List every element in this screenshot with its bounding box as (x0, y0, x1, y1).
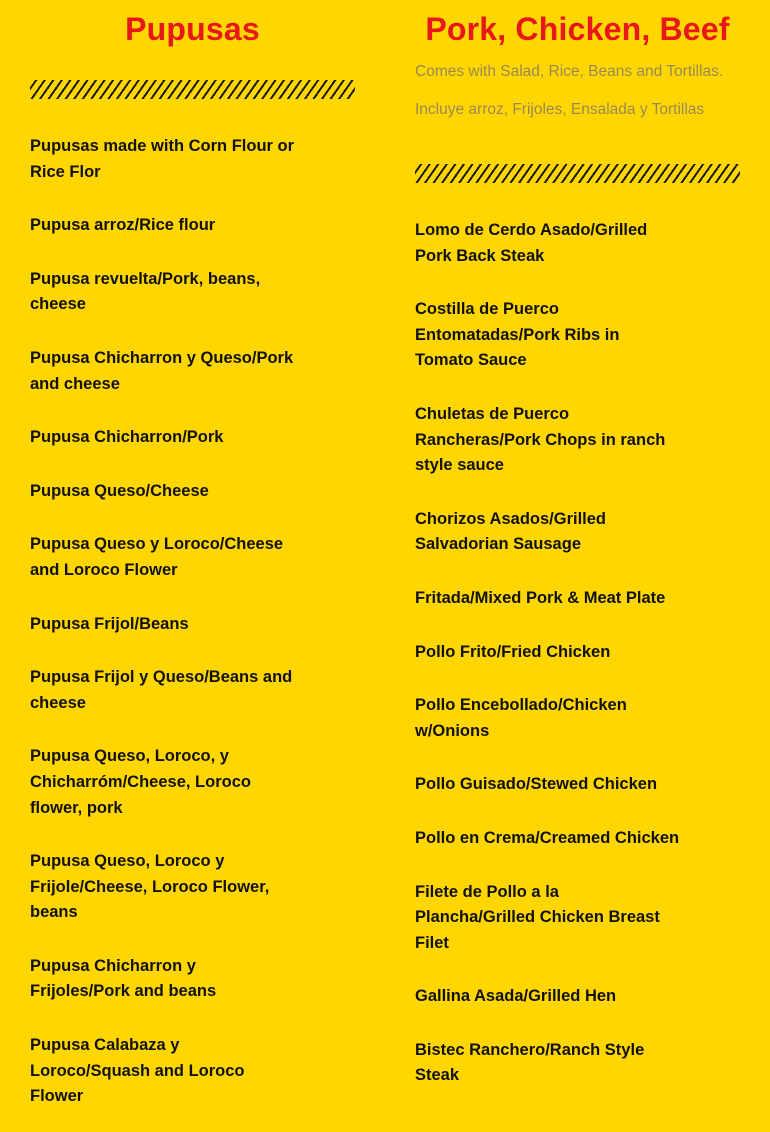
menu-item[interactable]: Pollo Guisado/Stewed Chicken (415, 775, 658, 794)
menu-item[interactable]: Pupusa revuelta/Pork, beans, cheese (30, 269, 261, 314)
menu-item[interactable]: Pupusa Chicharron/Pork (30, 428, 224, 447)
hatched-divider (30, 80, 355, 99)
pupusas-column (30, 0, 355, 1132)
menu-item[interactable]: Pupusas made with Corn Flour or Rice Flor (30, 137, 295, 181)
pupusas-heading: Pupusas (125, 11, 260, 47)
meats-menu-list (415, 218, 740, 1089)
hatched-divider (415, 164, 740, 183)
menu-item[interactable]: Bistec Ranchero/Ranch Style Steak (415, 1040, 645, 1085)
menu-item[interactable]: Pupusa Chicharron y Frijoles/Pork and beans (30, 956, 217, 1001)
menu-item[interactable]: Fritada/Mixed Pork & Meat Plate (415, 588, 666, 607)
menu-item[interactable]: Pupusa Calabaza y Loroco/Squash and Loroco Flower (30, 1036, 245, 1106)
menu-item[interactable]: Gallina Asada/Grilled Hen (415, 987, 617, 1006)
pupusas-menu-list (30, 134, 355, 1110)
menu-item[interactable]: Costilla de Puerco Entomatadas/Pork Ribs in Tomato Sauce (415, 300, 620, 370)
menu-item[interactable]: Pupusa Frijol/Beans (30, 614, 189, 633)
menu-item[interactable]: Pupusa arroz/Rice flour (30, 216, 216, 235)
menu-item[interactable]: Pupusa Queso, Loroco, y Chicharróm/Cheese, Loroco flower, pork (30, 747, 251, 817)
menu-item[interactable]: Chorizos Asados/Grilled Salvadorian Sausage (415, 509, 607, 554)
meats-heading: Pork, Chicken, Beef (425, 11, 730, 47)
meats-column (415, 0, 740, 1132)
menu-item[interactable]: Filete de Pollo a la Plancha/Grilled Chicken Breast Filet (415, 882, 660, 952)
sides-note-spanish: Incluye arroz, Frijoles, Ensalada y Tortillas (415, 101, 705, 118)
menu-item[interactable]: Pupusa Chicharron y Queso/Pork and cheese (30, 348, 294, 393)
menu-item[interactable]: Pupusa Queso, Loroco y Frijole/Cheese, Loroco Flower, beans (30, 852, 270, 922)
menu-item[interactable]: Pupusa Queso/Cheese (30, 481, 209, 500)
menu-item[interactable]: Pupusa Queso y Loroco/Cheese and Loroco Flower (30, 535, 284, 579)
menu-item[interactable]: Pollo Frito/Fried Chicken (415, 642, 611, 661)
menu-item[interactable]: Chuletas de Puerco Rancheras/Pork Chops in ranch style sauce (415, 404, 666, 475)
menu-item[interactable]: Pollo Encebollado/Chicken w/Onions (415, 696, 627, 740)
sides-note-english: Comes with Salad, Rice, Beans and Tortillas. (415, 63, 724, 80)
menu-item[interactable]: Pupusa Frijol y Queso/Beans and cheese (30, 668, 293, 712)
menu-item[interactable]: Lomo de Cerdo Asado/Grilled Pork Back Steak (415, 221, 648, 265)
menu-item[interactable]: Pollo en Crema/Creamed Chicken (415, 828, 680, 847)
